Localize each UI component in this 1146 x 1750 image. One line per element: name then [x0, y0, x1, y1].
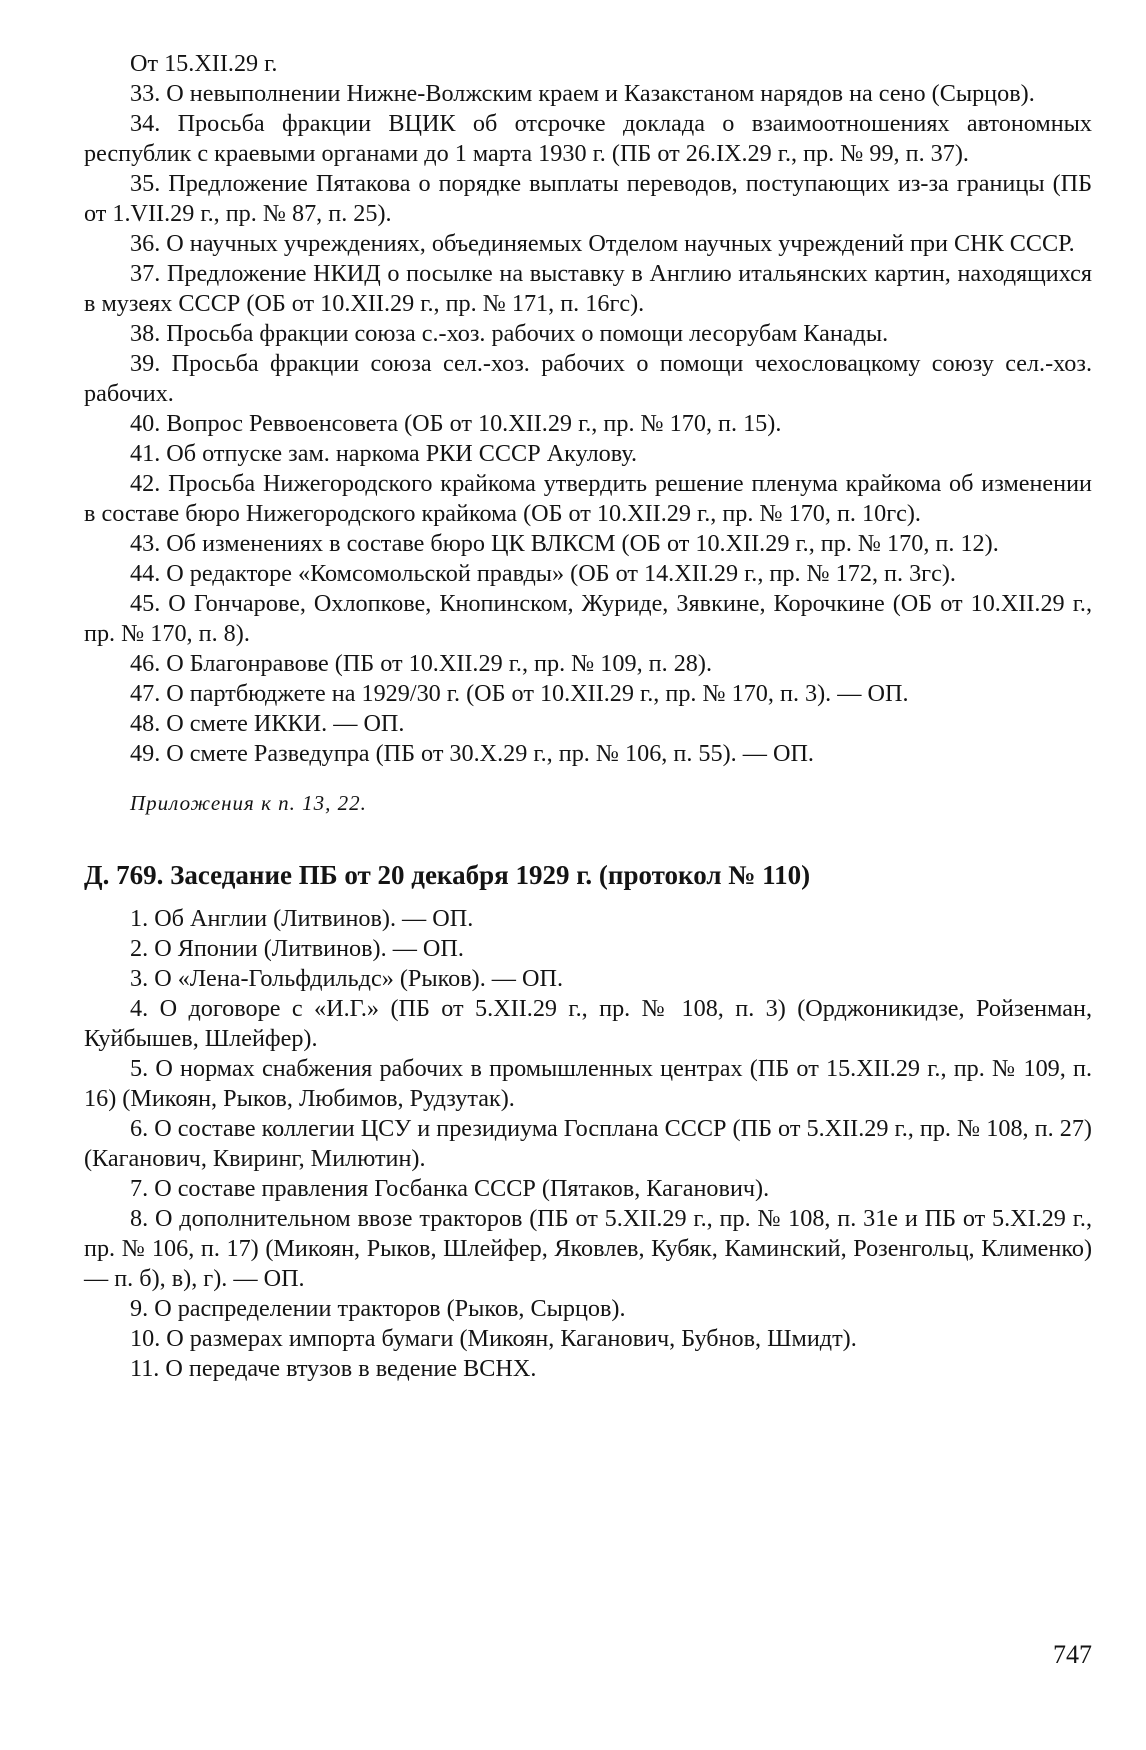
- list-item: 42. Просьба Нижегородского крайкома утвердить решение пленума крайкома об изменении в составе бюро Нижегородского крайкома (ОБ от 10.XII.29 г., пр. № 170, п. 10гс).: [84, 470, 1092, 527]
- list-item: 40. Вопрос Реввоенсовета (ОБ от 10.XII.29 г., пр. № 170, п. 15).: [130, 410, 782, 437]
- list-item: 45. О Гончарове, Охлопкове, Кнопинском, Журиде, Зявкине, Корочкине (ОБ от 10.XII.29 г., пр. № 170, п. 8).: [84, 590, 1092, 647]
- page-number: 747: [1053, 1640, 1092, 1669]
- list-item: 3. О «Лена-Гольфдильдс» (Рыков). — ОП.: [130, 965, 563, 992]
- list-item: 35. Предложение Пятакова о порядке выплаты переводов, поступающих из-за границы (ПБ от 1.VII.29 г., пр. № 87, п. 25).: [84, 170, 1092, 227]
- section-heading: Д. 769. Заседание ПБ от 20 декабря 1929 г. (протокол № 110): [84, 860, 811, 890]
- list-item: 2. О Японии (Литвинов). — ОП.: [130, 935, 464, 962]
- list-item: 34. Просьба фракции ВЦИК об отсрочке доклада о взаимоотношениях автономных республик с краевыми органами до 1 марта 1930 г. (ПБ от 26.IX.29 г., пр. № 99, п. 37).: [84, 110, 1092, 167]
- list-item: 41. Об отпуске зам. наркома РКИ СССР Акулову.: [130, 440, 638, 467]
- list-item: 8. О дополнительном ввозе тракторов (ПБ от 5.XII.29 г., пр. № 108, п. 31е и ПБ от 5.XI.29 г., пр. № 106, п. 17) (Микоян, Рыков, Шлейфер, Яковлев, Кубяк, Каминский, Розенгольц, Клименко) — п. б), в), г). — ОП.: [84, 1205, 1092, 1292]
- list-item: 46. О Благонравове (ПБ от 10.XII.29 г., пр. № 109, п. 28).: [130, 650, 712, 677]
- list-item: 37. Предложение НКИД о посылке на выставку в Англию итальянских картин, находящихся в музеях СССР (ОБ от 10.XII.29 г., пр. № 171, п. 16гс).: [84, 260, 1092, 317]
- list-item: 11. О передаче втузов в ведение ВСНХ.: [130, 1355, 537, 1382]
- list-item: 4. О договоре с «И.Г.» (ПБ от 5.XII.29 г., пр. № 108, п. 3) (Орджоникидзе, Ройзенман, Куйбышев, Шлейфер).: [84, 995, 1092, 1052]
- list-item: 1. Об Англии (Литвинов). — ОП.: [130, 905, 474, 932]
- list-item: 10. О размерах импорта бумаги (Микоян, Каганович, Бубнов, Шмидт).: [130, 1325, 857, 1352]
- list-item: 39. Просьба фракции союза сел.-хоз. рабочих о помощи чехословацкому союзу сел.-хоз. рабочих.: [84, 350, 1092, 407]
- list-item: 48. О смете ИККИ. — ОП.: [130, 710, 405, 737]
- list-item: 38. Просьба фракции союза с.-хоз. рабочих о помощи лесорубам Канады.: [130, 320, 889, 347]
- list-item: 36. О научных учреждениях, объединяемых Отделом научных учреждений при СНК СССР.: [130, 230, 1075, 257]
- text-column: [84, 49, 1092, 1384]
- list-item: 33. О невыполнении Нижне-Волжским краем и Казакстаном нарядов на сено (Сырцов).: [130, 80, 1035, 107]
- list-item: 6. О составе коллегии ЦСУ и президиума Госплана СССР (ПБ от 5.XII.29 г., пр. № 108, п. 27) (Каганович, Квиринг, Милютин).: [84, 1115, 1092, 1172]
- list-item: 7. О составе правления Госбанка СССР (Пятаков, Каганович).: [130, 1175, 770, 1202]
- continuation-line: От 15.XII.29 г.: [130, 50, 278, 77]
- list-item: 49. О смете Разведупра (ПБ от 30.X.29 г., пр. № 106, п. 55). — ОП.: [130, 740, 814, 767]
- list-item: 47. О партбюджете на 1929/30 г. (ОБ от 10.XII.29 г., пр. № 170, п. 3). — ОП.: [130, 680, 909, 707]
- list-item: 5. О нормах снабжения рабочих в промышленных центрах (ПБ от 15.XII.29 г., пр. № 109, п. 16) (Микоян, Рыков, Любимов, Рудзутак).: [84, 1055, 1092, 1112]
- appendix-note: Приложения к п. 13, 22.: [130, 791, 367, 815]
- list-item: 44. О редакторе «Комсомольской правды» (ОБ от 14.XII.29 г., пр. № 172, п. 3гс).: [130, 560, 956, 587]
- list-item: 43. Об изменениях в составе бюро ЦК ВЛКСМ (ОБ от 10.XII.29 г., пр. № 170, п. 12).: [130, 530, 999, 557]
- list-item: 9. О распределении тракторов (Рыков, Сырцов).: [130, 1295, 626, 1322]
